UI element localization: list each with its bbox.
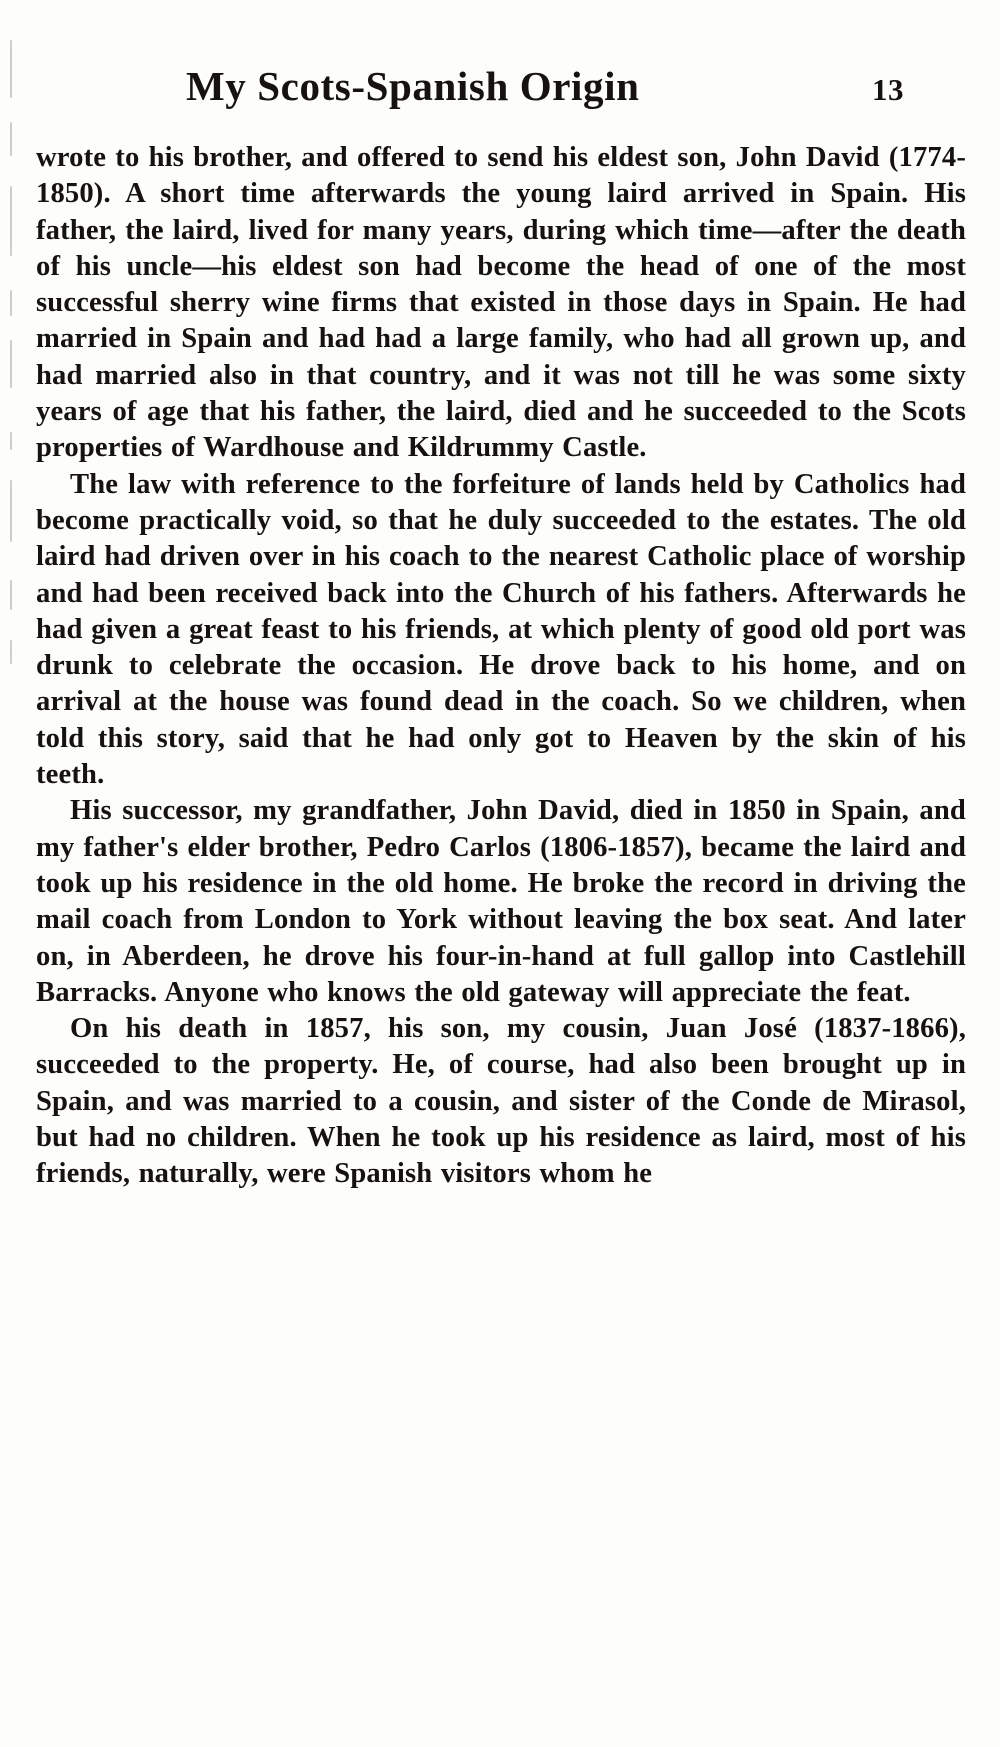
scan-edge-artifacts (8, 40, 20, 1700)
running-head: My Scots-Spanish Origin (186, 63, 640, 109)
paragraph: The law with reference to the forfeiture of lands held by Catholics had become practically void, so that he duly succeeded to the estates. The old laird had driven over in his coach to the nearest Catholic place of worship and had been received back into the Church of his fathers. Afterwards he had given a great feast to his friends, at which plenty of good old port was drunk to celebrate the occasion. He drove back to his home, and on arrival at the house was found dead in the coach. So we children, when told this story, said that he had only got to Heaven by the skin of his teeth. (36, 468, 966, 791)
paragraph: His successor, my grandfather, John David, died in 1850 in Spain, and my father's elder brother, Pedro Carlos (1806-1857), became the laird and took up his residence in the old home. He broke the record in driving the mail coach from London to York without leaving the box seat. And later on, in Aberdeen, he drove his four-in-hand at full gallop into Castlehill Barracks. Anyone who knows the old gateway will appreciate the feat. (36, 795, 966, 1008)
page-number: 13 (872, 72, 904, 107)
paragraph: On his death in 1857, his son, my cousin, Juan José (1837-1866), succeeded to the property. He, of course, had also been brought up in Spain, and was married to a cousin, and sister of the Conde de Mirasol, but had no children. When he took up his residence as laird, most of his friends, naturally, were Spanish visitors whom he (36, 1013, 966, 1190)
page-header (96, 62, 904, 122)
body-text (36, 140, 966, 1193)
paragraph: wrote to his brother, and offered to send his eldest son, John David (1774-1850). A short time afterwards the young laird arrived in Spain. His father, the laird, lived for many years, during which time—after the death of his uncle—his eldest son had become the head of one of the most successful sherry wine firms that existed in those days in Spain. He had married in Spain and had had a large family, who had all grown up, and had married also in that country, and it was not till he was some sixty years of age that his father, the laird, died and he succeeded to the Scots properties of Wardhouse and Kildrummy Castle. (36, 142, 966, 464)
